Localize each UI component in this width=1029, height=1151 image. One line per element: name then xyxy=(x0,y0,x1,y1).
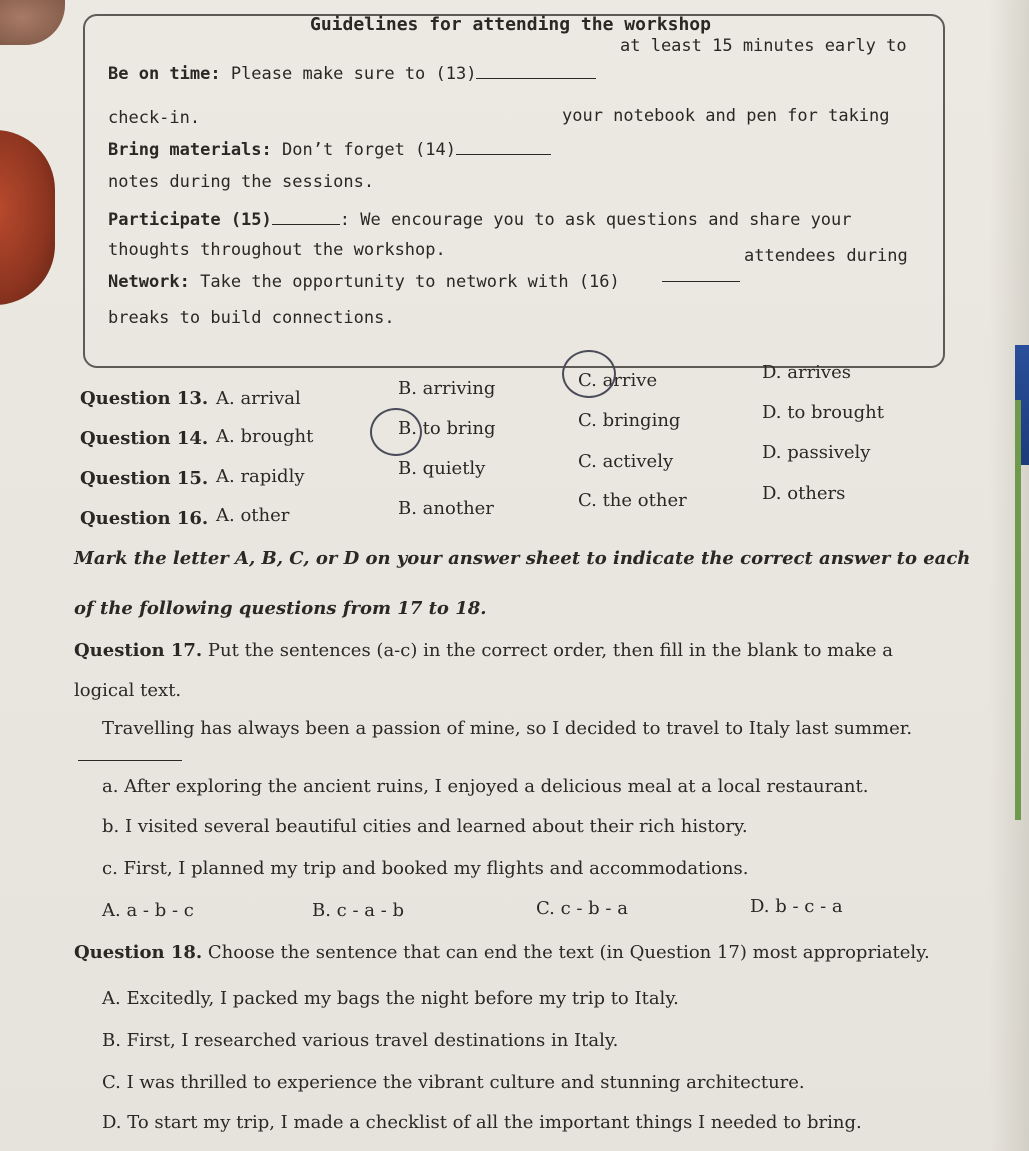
q13-option-d[interactable]: D. arrives xyxy=(762,362,851,383)
guideline-13-label: Be on time: xyxy=(108,64,221,84)
blank-13 xyxy=(476,62,596,79)
guideline-14-text: Don’t forget (14) xyxy=(271,140,456,160)
guideline-15-label: Participate (15) xyxy=(108,210,272,230)
guideline-14 xyxy=(108,138,551,160)
q13-option-c[interactable]: C. arrive xyxy=(578,370,658,391)
guideline-13-after: at least 15 minutes early to xyxy=(620,36,907,56)
answer-circle-q14 xyxy=(370,408,422,456)
q17-prompt-text: Put the sentences (a-c) in the correct order, then fill in the blank to make a xyxy=(202,640,893,661)
q14-label: Question 14. xyxy=(80,428,209,449)
q18-option-b[interactable]: B. First, I researched various travel destinations in Italy. xyxy=(102,1030,619,1051)
q17-label: Question 17. xyxy=(74,640,203,661)
instruction-line-1: Mark the letter A, B, C, or D on your answer sheet to indicate the correct answer to each xyxy=(74,548,971,569)
q17-option-a[interactable]: A. a - b - c xyxy=(102,900,194,921)
q14-option-b[interactable]: B. to bring xyxy=(398,418,496,439)
guideline-13-text: Please make sure to (13) xyxy=(220,64,477,84)
q14-option-d[interactable]: D. to brought xyxy=(762,402,884,423)
blank-15 xyxy=(272,208,340,225)
guideline-16-text: Take the opportunity to network with (16) xyxy=(189,272,620,292)
q16-option-d[interactable]: D. others xyxy=(762,483,846,504)
q16-option-a[interactable]: A. other xyxy=(216,505,290,526)
guideline-15-cont: thoughts throughout the workshop. xyxy=(108,240,446,260)
blank-14 xyxy=(456,138,551,155)
q17-option-c[interactable]: C. c - b - a xyxy=(536,898,628,919)
guideline-13 xyxy=(108,62,596,84)
guidelines-title: Guidelines for attending the workshop xyxy=(310,14,711,35)
q16-label: Question 16. xyxy=(80,508,209,529)
guideline-16-cont: breaks to build connections. xyxy=(108,308,395,328)
q15-option-a[interactable]: A. rapidly xyxy=(216,466,305,487)
guideline-16 xyxy=(108,272,620,292)
blank-16-line xyxy=(662,265,740,282)
q13-label: Question 13. xyxy=(80,388,209,409)
guideline-13-cont: check-in. xyxy=(108,108,201,128)
q13-option-b[interactable]: B. arriving xyxy=(398,378,496,399)
instruction-line-2: of the following questions from 17 to 18. xyxy=(74,598,487,619)
q18-prompt-text: Choose the sentence that can end the text (in Question 17) most appropriately. xyxy=(202,942,930,963)
page-shadow xyxy=(989,0,1029,1151)
q17-sentence-a: a. After exploring the ancient ruins, I enjoyed a delicious meal at a local restaurant. xyxy=(102,776,869,797)
q17-prompt xyxy=(74,640,893,661)
q15-option-b[interactable]: B. quietly xyxy=(398,458,486,479)
q16-option-b[interactable]: B. another xyxy=(398,498,494,519)
answer-circle-q13 xyxy=(562,350,616,398)
guideline-14-cont: notes during the sessions. xyxy=(108,172,375,192)
q15-option-c[interactable]: C. actively xyxy=(578,451,674,472)
q15-label: Question 15. xyxy=(80,468,209,489)
q17-prompt-cont: logical text. xyxy=(74,680,182,701)
q14-option-a[interactable]: A. brought xyxy=(216,426,314,447)
q18-option-d[interactable]: D. To start my trip, I made a checklist of all the important things I needed to bring. xyxy=(102,1112,862,1133)
guideline-16-after: attendees during xyxy=(744,246,908,266)
q13-option-a[interactable]: A. arrival xyxy=(216,388,301,409)
green-edge xyxy=(1015,400,1021,820)
q18-label: Question 18. xyxy=(74,942,203,963)
guideline-15 xyxy=(108,208,852,230)
guideline-14-after: your notebook and pen for taking xyxy=(562,106,890,126)
q17-blank xyxy=(78,760,182,761)
q18-option-c[interactable]: C. I was thrilled to experience the vibrant culture and stunning architecture. xyxy=(102,1072,805,1093)
q16-option-c[interactable]: C. the other xyxy=(578,490,687,511)
q17-option-d[interactable]: D. b - c - a xyxy=(750,896,843,917)
q17-sentence-b: b. I visited several beautiful cities and learned about their rich history. xyxy=(102,816,748,837)
q17-option-b[interactable]: B. c - a - b xyxy=(312,900,405,921)
q15-option-d[interactable]: D. passively xyxy=(762,442,871,463)
q17-sentence-c: c. First, I planned my trip and booked my flights and accommodations. xyxy=(102,858,749,879)
q14-option-c[interactable]: C. bringing xyxy=(578,410,681,431)
q18-option-a[interactable]: A. Excitedly, I packed my bags the night before my trip to Italy. xyxy=(102,988,679,1009)
guideline-14-label: Bring materials: xyxy=(108,140,272,160)
q17-intro: Travelling has always been a passion of mine, so I decided to travel to Italy last summer. xyxy=(102,718,913,739)
blank-16 xyxy=(662,265,740,286)
guideline-16-label: Network: xyxy=(108,272,190,292)
q18-prompt xyxy=(74,942,930,963)
guideline-15-after: : We encourage you to ask questions and share your xyxy=(339,210,852,230)
